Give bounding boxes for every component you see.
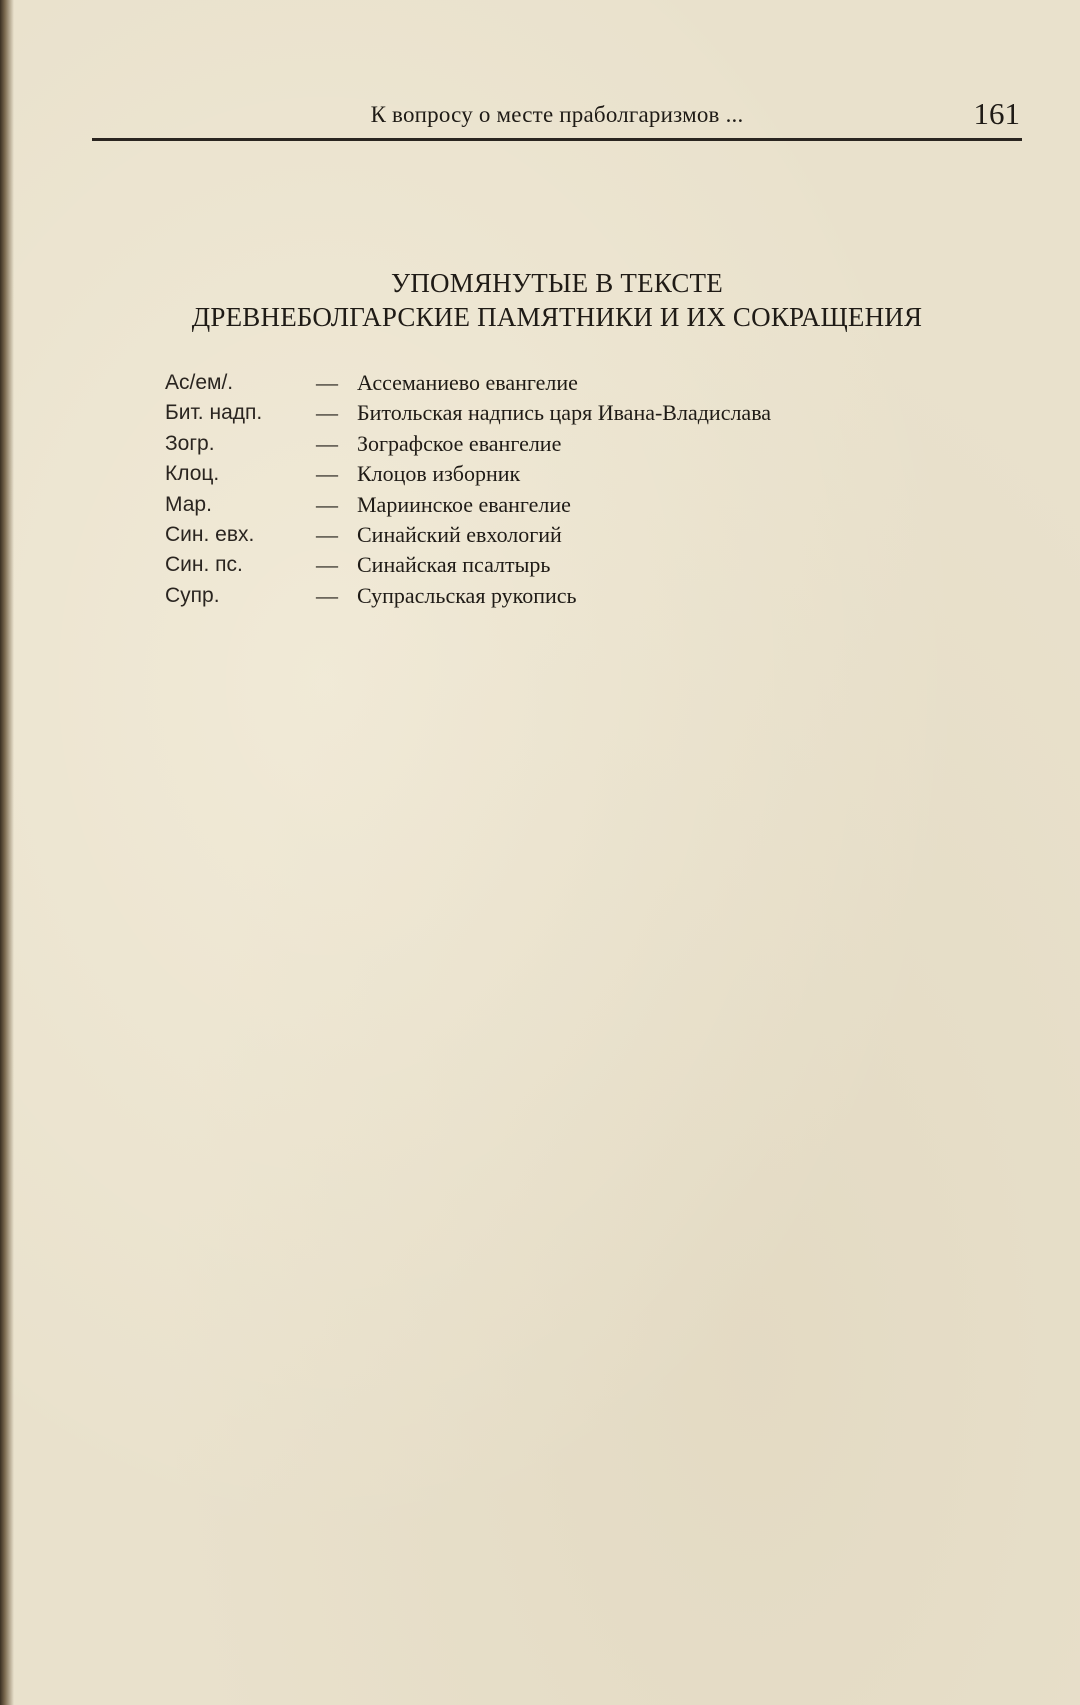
abbreviation: Син. евх. <box>165 522 255 546</box>
section-title <box>92 266 1022 334</box>
section-title-line: ДРЕВНЕБОЛГАРСКИЕ ПАМЯТНИКИ И ИХ СОКРАЩЕНИЯ <box>191 302 923 332</box>
binding-shadow <box>0 0 14 1705</box>
abbreviation-meaning: Клоцов изборник <box>357 461 521 487</box>
section-title-line: УПОМЯНУТЫЕ В ТЕКСТЕ <box>391 268 723 298</box>
dash: — <box>316 370 338 395</box>
running-header <box>92 96 1022 141</box>
abbreviation-meaning: Синайская псалтырь <box>357 552 551 578</box>
abbreviation-row <box>165 429 925 459</box>
running-title: К вопросу о месте праболгаризмов ... <box>370 102 744 127</box>
dash: — <box>316 430 338 456</box>
abbreviation-list <box>165 368 925 611</box>
abbreviation: Мар. <box>165 492 212 516</box>
abbreviation-row <box>165 398 925 428</box>
abbreviation-row <box>165 581 925 611</box>
abbreviation: Син. пс. <box>165 553 243 577</box>
abbreviation-meaning: Зографское евангелие <box>357 430 562 456</box>
abbreviation-meaning: Мариинское евангелие <box>357 491 571 517</box>
abbreviation: Бит. надп. <box>165 401 263 425</box>
abbreviation-row <box>165 368 925 398</box>
dash: — <box>316 552 338 578</box>
abbreviation-meaning: Битольская надпись царя Ивана-Владислава <box>357 400 772 426</box>
abbreviation-meaning: Ассеманиево евангелие <box>357 370 578 395</box>
abbreviation-row <box>165 459 925 489</box>
abbreviation: Ас/ем/. <box>165 371 234 394</box>
abbreviation: Зогр. <box>165 431 215 455</box>
dash: — <box>316 491 338 517</box>
abbreviation-row <box>165 520 925 550</box>
abbreviation-row <box>165 490 925 520</box>
abbreviation: Клоц. <box>165 462 220 486</box>
abbreviation-meaning: Супрасльская рукопись <box>357 582 577 608</box>
dash: — <box>316 400 338 426</box>
abbreviation-meaning: Синайский евхологий <box>357 521 562 547</box>
abbreviation: Супр. <box>165 583 220 607</box>
dash: — <box>316 582 338 608</box>
dash: — <box>316 521 338 547</box>
abbreviation-row <box>165 550 925 580</box>
dash: — <box>316 461 338 487</box>
page-number: 161 <box>973 96 1020 131</box>
